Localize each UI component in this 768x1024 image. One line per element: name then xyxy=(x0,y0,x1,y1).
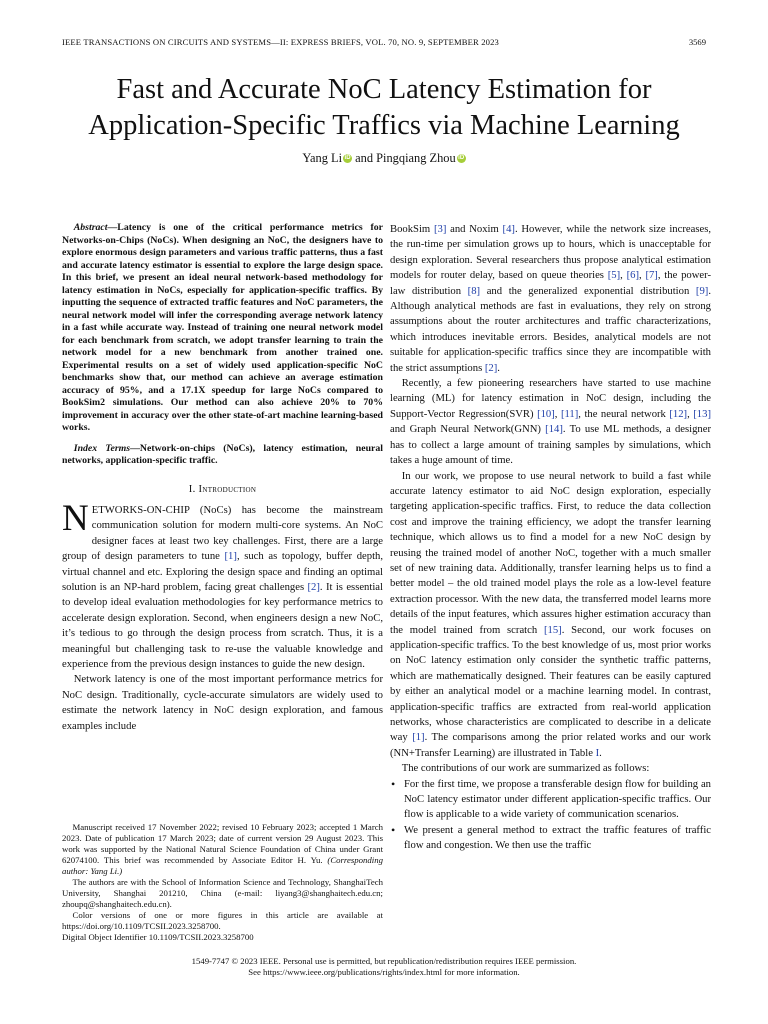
body-text: , the power-law distribution xyxy=(390,270,711,297)
footnote-affiliation: The authors are with the School of Information Science and Technology, ShanghaiTech University, Shanghai 201210, China (e-mail: liyang3@shanghaitech.edu.cn; zhoupq@shanghaitech.edu.cn). xyxy=(62,877,383,909)
body-text: In our work, we propose to use neural network to build a fast while accurate latency estimator to aid NoC design exploration, especially targeting application-specific traffics. First, to reduce the data collection cost and improve the training efficiency, we adopt the transfer learning technique, which allows us to find a model for a new NoC design by reusing the trained model of another NoC, together with a much smaller set of new training data. Additionally, transfer learning helps us to find a better model – the old trained model plays the role as a low-level feature extraction processor. With the new data, the transferred model learns more details of the input features, which assures higher estimation accuracy than the model trained from scratch xyxy=(390,470,711,636)
body-text: and Graph Neural Network(GNN) xyxy=(390,424,546,436)
footnote xyxy=(62,822,383,943)
footnote-manuscript xyxy=(62,822,383,877)
punct: . xyxy=(599,747,602,759)
author-name: Yang Li xyxy=(302,151,343,165)
orcid-icon[interactable]: iD xyxy=(344,155,351,161)
author-list xyxy=(0,151,768,166)
body-text: ETWORKS-ON-CHIP (NoCs) has become the mainstream communication solution for modern multi-core systems. An NoC designer faces at least two key challenges. First, there are a large group of design parameters to tune xyxy=(62,504,383,563)
drop-cap: N xyxy=(62,497,89,539)
abstract-text: —Latency is one of the critical performance metrics for Networks-on-Chips (NoCs). When designing an NoC, the designers have to explore enormous design parameters and various traffic patterns, thus a fast and accurate latency estimator is essential to explore the large design space. In this brief, we present an ideal neural network-based methodology for latency estimation in NoCs, especially for application-specific traffics. By inputting the sequence of extracted traffic features and NoC parameters, the neural network model will infer the corresponding average network latency in a fast while accurate way. Instead of training one neural network model for each benchmark from scratch, we adopt transfer learning to train the network model for a new benchmark from another trained one. Experimental results on a set of widely used application-specific NoC benchmarks show that, our method can achieve an average estimation accuracy of 95%, and a 17.1X speedup for large NoCs compared to BookSim2 simulations. Our method can also achieve 20% to 70% improvement in accuracy over the other state-of-art machine learning-based works. xyxy=(62,222,383,433)
citation-link[interactable]: [5] xyxy=(607,270,621,282)
table-link[interactable]: I xyxy=(595,747,600,759)
author-conjunction: and xyxy=(355,151,374,165)
abstract xyxy=(62,222,383,435)
body-text: . It is essential to develop ideal evaluation methodologies for key performance metrics to accelerate design exploration. Second, when engineers design a new NoC, it’s tedious to go through the design process from scratch. Thus, it is a meaningful but challenging task to re-use the valuable knowledge and experience from the previous design instances to guide the new design. xyxy=(62,581,383,670)
index-terms-label: Index Terms xyxy=(73,442,131,454)
right-column xyxy=(390,222,711,854)
citation-link[interactable]: [1] xyxy=(224,551,237,563)
footnote-doi: Digital Object Identifier 10.1109/TCSII.2023.3258700 xyxy=(62,932,254,942)
body-text: . However, while the network size increases, the run-time per simulation grows up to hours, which is unacceptable for design exploration. Several researchers thus propose analytical estimation models for router delay, based on queue theories xyxy=(390,224,711,282)
body-text: . Second, our work focuses on application-specific traffics. To the best knowledge of us, most prior works on NoC latency estimation only consider the synthetic traffic patterns, which are mathematically designed. Their features can be easily captured by either an analytical model or a machine learning model. In contrast, application-specific traffics are extracted from real-world application networks, whose characteristics are complicated to describe in a delicate way xyxy=(390,624,711,744)
footnote-color: Color versions of one or more figures in this article are available at https://doi.org/10.1109/TCSII.2023.3258700. xyxy=(62,910,383,931)
footnote-text: Manuscript received 17 November 2022; revised 10 February 2023; accepted 1 March 2023. Date of publication 17 March 2023; date of current version 29 August 2023. This work was supported by the National Natural Science Foundation of China under Grant 62074100. This brief was recommended by Associate Editor H. Yu. xyxy=(62,822,383,865)
citation-link[interactable]: [2] xyxy=(484,362,498,374)
punct: , xyxy=(687,408,694,420)
citation-link[interactable]: [9] xyxy=(695,285,709,297)
author-name: Pingqiang Zhou xyxy=(376,151,456,165)
body-paragraph xyxy=(390,376,711,468)
citation-link[interactable]: [2] xyxy=(307,581,320,593)
copyright-footer xyxy=(0,956,768,978)
body-text: and Noxim xyxy=(446,224,503,235)
body-paragraph: The contributions of our work are summarized as follows: xyxy=(401,763,650,775)
citation-link[interactable]: [8] xyxy=(467,285,481,297)
paper-title xyxy=(40,72,728,144)
citation-link[interactable]: [11] xyxy=(560,408,579,420)
citation-link[interactable]: [6] xyxy=(626,270,639,282)
list-item: • We present a general method to extract the traffic features of traffic flow and congestion. We then use the traffic xyxy=(404,823,711,854)
abstract-label: Abstract xyxy=(73,222,108,233)
citation-link[interactable]: [4] xyxy=(502,224,515,235)
body-text: , such as topology, buffer depth, virtual channel and etc. Exploring the design space and finding an optimal solution is an NP-hard problem, facing great challenges xyxy=(62,551,384,593)
corresponding-author: (Corresponding author: Yang Li.) xyxy=(62,855,383,876)
copyright-line: 1549-7747 © 2023 IEEE. Personal use is permitted, but republication/redistribution requires IEEE permission. xyxy=(191,956,577,966)
body-text: . Although analytical methods are fast in evaluations, they rely on strong assumptions about the router architectures and traffic characterizations, which introduces inevitable errors. Besides, analytical models are not suitable for application-specific traffics since they are incompatible with the strict assumptions xyxy=(390,285,711,374)
citation-link[interactable]: [10] xyxy=(537,408,555,420)
body-text: and the generalized exponential distribution xyxy=(480,285,696,297)
body-text: Recently, a few pioneering researchers have started to use machine learning (ML) for latency estimation in NoC design, including the Support-Vector Regression(SVR) xyxy=(390,378,711,420)
punct: . xyxy=(497,362,500,374)
rights-line: See https://www.ieee.org/publications/rights/index.html for more information. xyxy=(248,967,520,977)
orcid-icon[interactable]: iD xyxy=(458,155,465,161)
citation-link[interactable]: [7] xyxy=(645,270,658,282)
body-text: . To use ML methods, a designer has to collect a large amount of training samples by simulations, which takes a huge amount of time. xyxy=(390,424,711,467)
citation-link[interactable]: [3] xyxy=(433,224,447,235)
body-text: . The comparisons among the prior related works and our work (NN+Transfer Learning) are illustrated in Table xyxy=(390,732,711,759)
left-column xyxy=(62,222,383,734)
contribution-list xyxy=(390,777,711,854)
body-paragraph: Network latency is one of the most important performance metrics for NoC design. Traditionally, cycle-accurate simulators are widely used to estimate the network latency in NoC design exploration, and famous examples include xyxy=(62,674,383,732)
section-title: Introduction xyxy=(198,483,257,495)
index-terms xyxy=(62,443,383,468)
intro-paragraph xyxy=(62,497,384,672)
index-terms-text: —Network-on-chips (NoCs), latency estimation, neural networks, application-specific traffic. xyxy=(62,442,383,466)
list-item: • For the first time, we propose a transferable design flow for building an NoC latency estimator under different application-specific traffics. Our flow is applicable to a wide variety of communication scenarios. xyxy=(404,777,711,823)
punct: , xyxy=(554,408,561,420)
page-number: 3569 xyxy=(688,37,706,47)
running-header: IEEE TRANSACTIONS ON CIRCUITS AND SYSTEMS—II: EXPRESS BRIEFS, VOL. 70, NO. 9, SEPTEMBER 2023 xyxy=(62,37,500,47)
citation-link[interactable]: [12] xyxy=(669,408,688,420)
citation-link[interactable]: [15] xyxy=(543,624,562,636)
body-text: BookSim xyxy=(390,224,434,235)
citation-link[interactable]: [1] xyxy=(412,732,425,744)
citation-link[interactable]: [14] xyxy=(545,424,563,436)
body-text: , the neural network xyxy=(578,408,670,420)
punct: , xyxy=(620,270,627,282)
section-heading xyxy=(62,482,383,497)
body-paragraph xyxy=(390,222,711,376)
section-number: I. xyxy=(188,483,196,495)
title-line-2: Application-Specific Traffics via Machine Learning xyxy=(88,110,680,141)
citation-link[interactable]: [13] xyxy=(693,408,711,420)
body-paragraph xyxy=(390,469,711,762)
title-line-1: Fast and Accurate NoC Latency Estimation for xyxy=(116,74,652,105)
punct: , xyxy=(639,270,646,282)
